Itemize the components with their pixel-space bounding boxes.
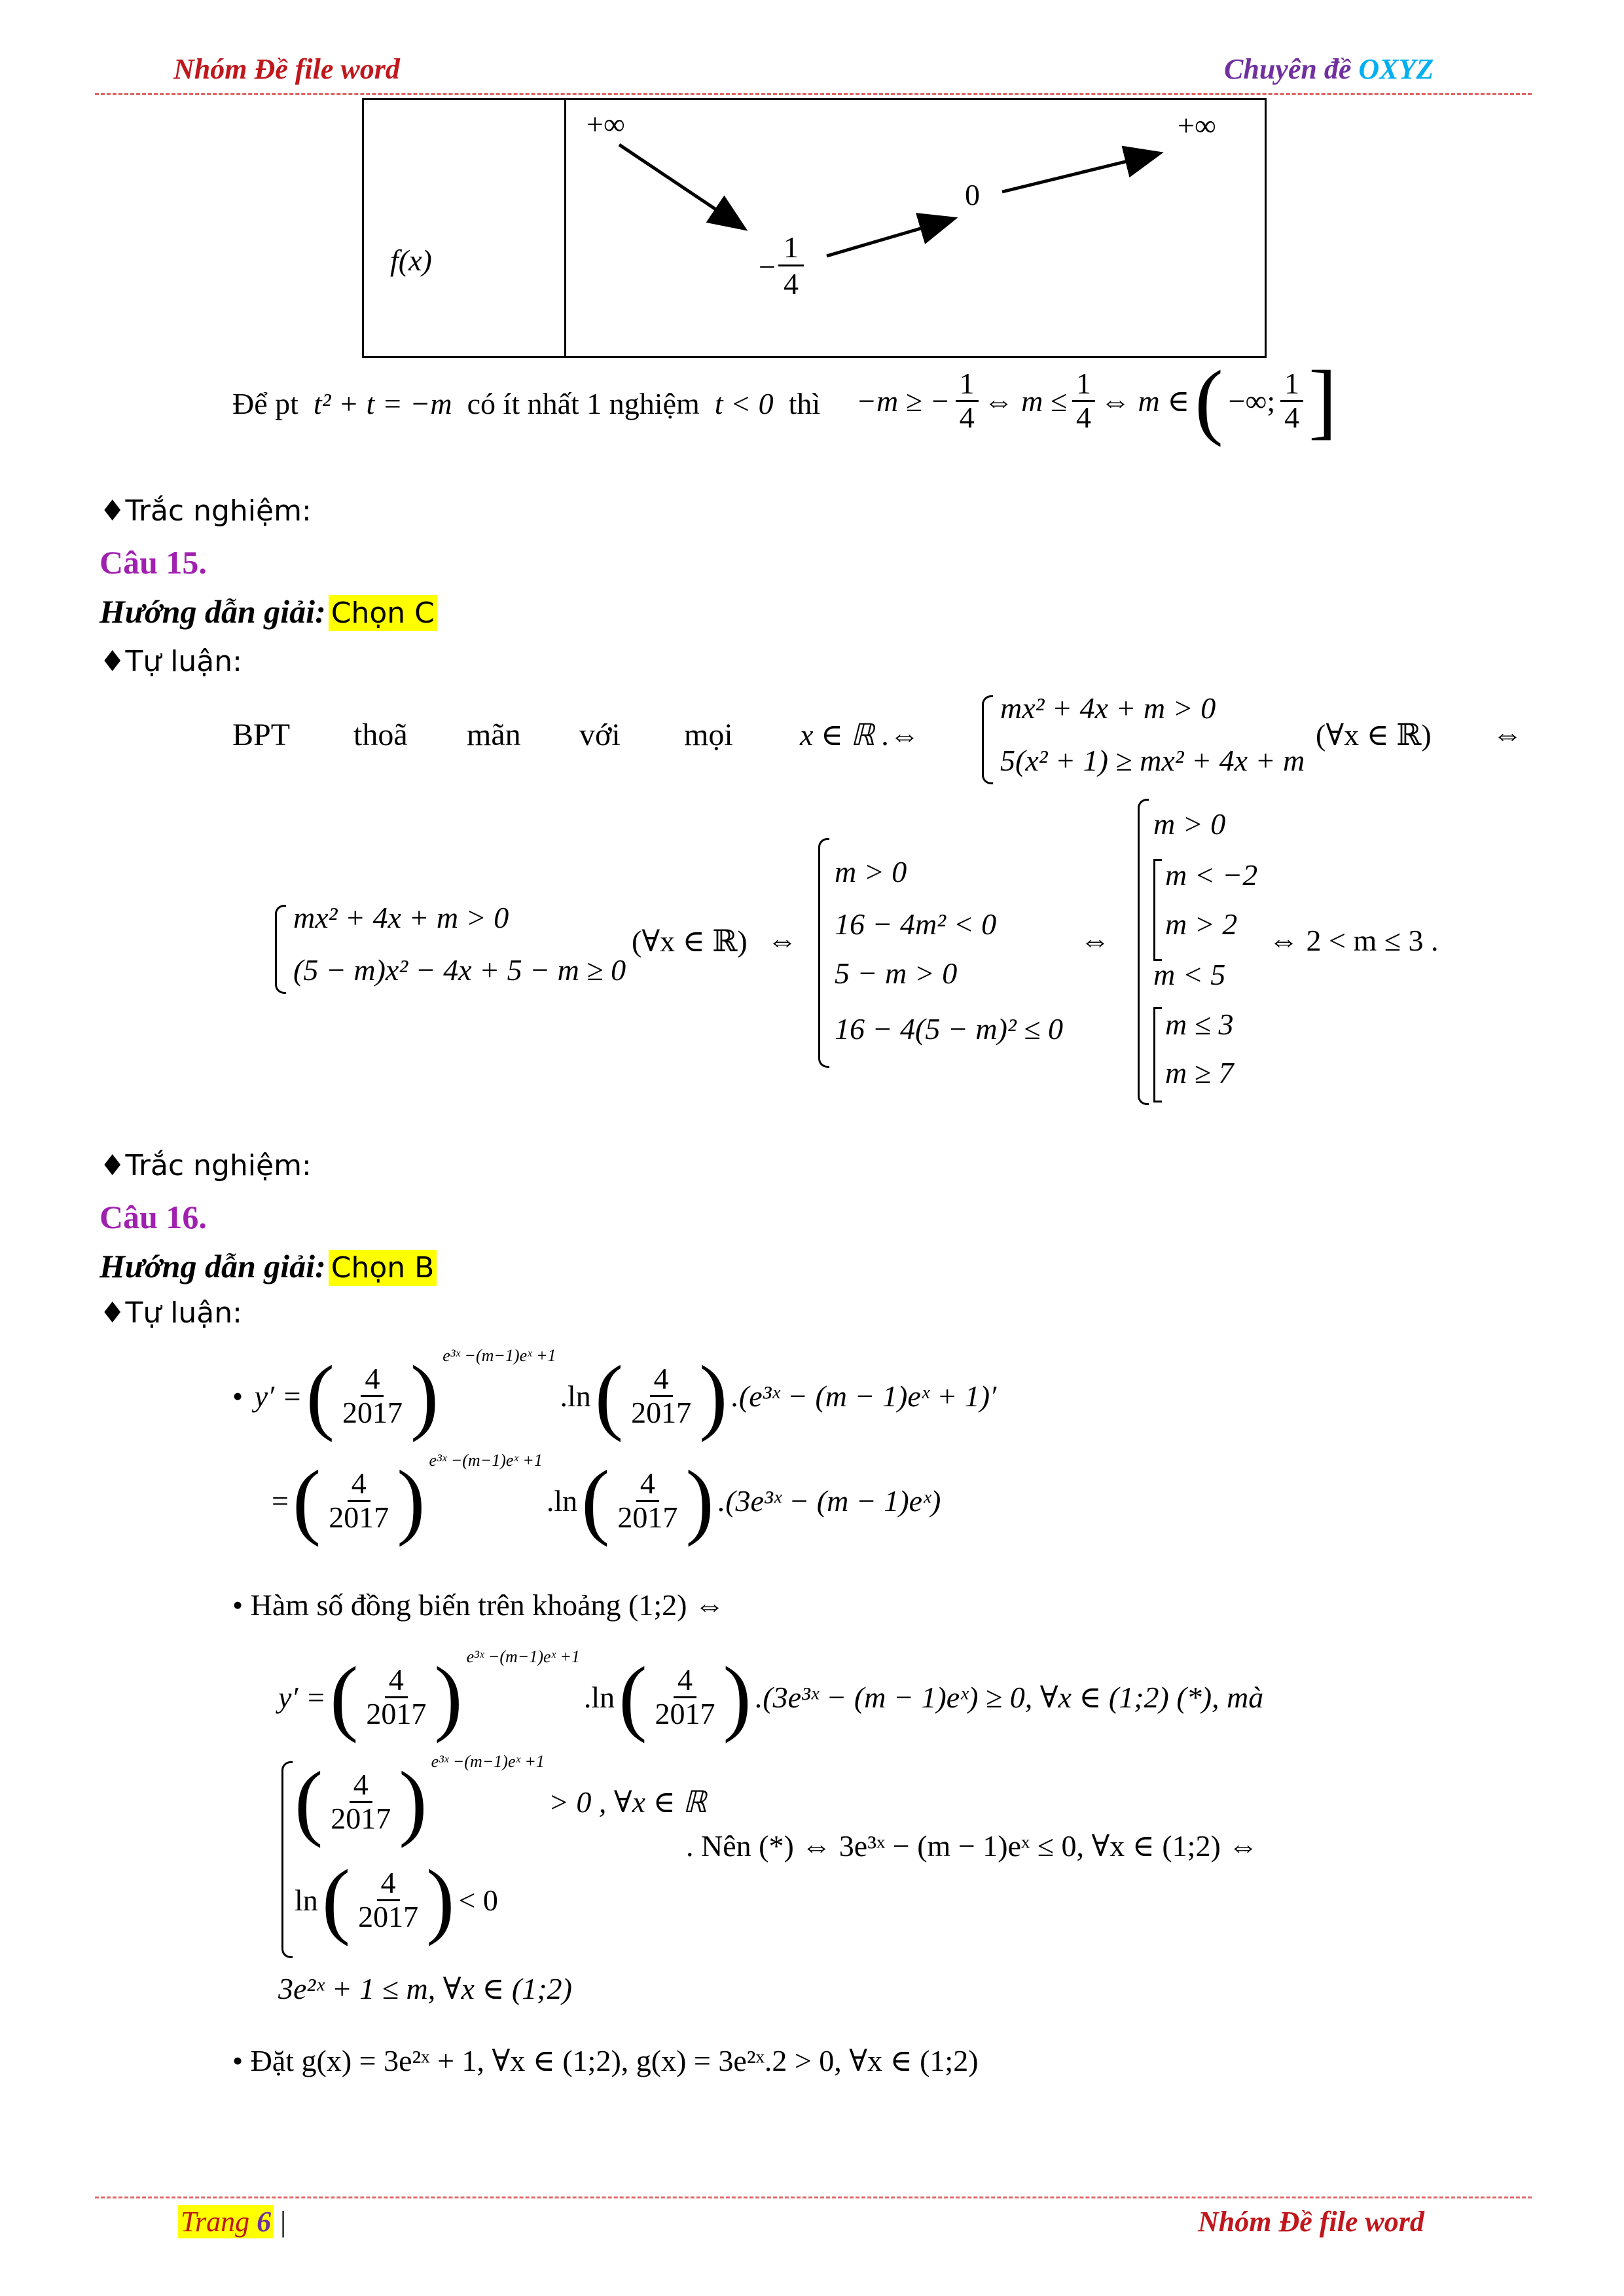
condition-mid: có ít nhất 1 nghiệm <box>467 387 700 420</box>
exponent-2: e³ˣ −(m−1)eˣ +1 <box>429 1451 543 1470</box>
arrow-up-1 <box>827 219 952 256</box>
ineq-line <box>278 1647 1264 1744</box>
yprime-line2 <box>272 1451 941 1548</box>
table-row-label: f(x) <box>390 244 432 277</box>
frac2-den: 2017 <box>631 1395 692 1429</box>
bpt-word-1: BPT <box>232 718 291 752</box>
frac2-num: 4 <box>650 1363 673 1396</box>
sys1-iff: ⇔ <box>1492 718 1523 751</box>
sys1-brace <box>982 695 993 784</box>
ln-3: .ln <box>583 1680 615 1714</box>
frac8-num: 4 <box>377 1867 400 1901</box>
res-frac2-den: 4 <box>1076 400 1092 434</box>
q16-guide <box>99 1247 437 1285</box>
q15-guide-label: Hướng dẫn giải: <box>99 593 326 630</box>
paren-close-1: ) <box>410 1349 439 1443</box>
condition-prefix: Để pt <box>232 387 298 420</box>
paren-open-3: ( <box>292 1453 321 1548</box>
q15-final: ⇔ 2 < m ≤ 3 . <box>1269 924 1439 957</box>
sys2-brace <box>275 905 286 994</box>
frac4-num: 4 <box>636 1468 659 1501</box>
value-plus-inf-left: +∞ <box>586 107 625 141</box>
sys4-or2-bracket <box>1153 1007 1162 1102</box>
paren-close-7: ) <box>399 1755 427 1849</box>
sys2-line2: (5 − m)x² − 4x + 5 − m ≥ 0 <box>293 953 626 987</box>
sys4-or1-a: m < −2 <box>1165 858 1258 892</box>
exponent-4: e³ˣ −(m−1)eˣ +1 <box>431 1752 545 1771</box>
paren-open-7: ( <box>295 1755 323 1849</box>
res-1: −m ≥ − <box>856 384 950 418</box>
bpt-word-4: với <box>579 718 621 752</box>
frac7-den: 2017 <box>331 1801 391 1835</box>
footer-right: Nhóm Đề file word <box>1198 2206 1424 2238</box>
sys1-line2: 5(x² + 1) ≥ mx² + 4x + m <box>1000 744 1305 777</box>
sys5-line1 <box>295 1752 707 1849</box>
q15-title: Câu 15. <box>99 544 207 581</box>
sys3-line1: m > 0 <box>835 855 907 888</box>
value-plus-inf-right: +∞ <box>1178 109 1216 142</box>
sys3-iff: ⇔ <box>1080 924 1110 957</box>
q15-bullet-tuluan: ♦Tự luận: <box>99 645 242 678</box>
footer-page-prefix: Trang <box>181 2206 250 2238</box>
paren-close-4: ) <box>685 1453 714 1548</box>
condition-t: t < 0 <box>714 387 774 420</box>
sys5-pos: > 0 , ∀x ∈ ℝ <box>548 1785 707 1819</box>
bpt-word-2: thoã <box>353 718 408 752</box>
value-zero: 0 <box>965 178 980 211</box>
deriv-2: .(3e³ˣ − (m − 1)eˣ) <box>717 1484 941 1518</box>
frac5-den: 2017 <box>366 1696 427 1730</box>
paren-open-6: ( <box>619 1650 647 1744</box>
quarter-den: 4 <box>784 267 799 301</box>
paren-close-6: ) <box>723 1650 751 1744</box>
paren-close-8: ) <box>426 1853 455 1947</box>
res-frac2-num: 1 <box>1072 368 1095 401</box>
paren-close-3: ) <box>397 1453 425 1548</box>
nen-line: . Nên (*) ⇔ 3e³ˣ − (m − 1)eˣ ≤ 0, ∀x ∈ (1;2) ⇔ <box>686 1829 1259 1863</box>
sys4-or1-bracket <box>1153 859 1162 961</box>
condition-eq: t² + t = −m <box>313 387 452 420</box>
bpt-word-3: mãn <box>467 718 521 752</box>
q16-guide-label: Hướng dẫn giải: <box>99 1248 326 1285</box>
q16-bullet-tuluan: ♦Tự luận: <box>99 1296 242 1330</box>
frac1-den: 2017 <box>342 1395 403 1429</box>
res-bracket: ] <box>1308 354 1337 448</box>
footer-separator: | <box>280 2206 286 2238</box>
quarter-num: 1 <box>778 230 804 266</box>
footer-page-box <box>178 2205 274 2238</box>
frac6-den: 2017 <box>655 1696 715 1730</box>
sys1-line1: mx² + 4x + m > 0 <box>1000 691 1216 725</box>
dongbien-line: • Hàm số đồng biến trên khoảng (1;2) ⇔ <box>232 1588 725 1622</box>
paren-close-5: ) <box>434 1650 463 1744</box>
header-right <box>1224 52 1434 86</box>
footer-page <box>178 2205 286 2238</box>
sys4-or2-b: m ≥ 7 <box>1165 1056 1234 1089</box>
deriv-1: .(e³ˣ − (m − 1)eˣ + 1)′ <box>731 1379 997 1413</box>
q16-title: Câu 16. <box>99 1199 207 1235</box>
frac7-num: 4 <box>350 1769 372 1802</box>
dat-line: • Đặt g(x) = 3e²ˣ + 1, ∀x ∈ (1;2), g(x) = 3e²ˣ.2 > 0, ∀x ∈ (1;2) <box>232 2044 979 2077</box>
ineq-tail: .(3e³ˣ − (m − 1)eˣ) ≥ 0, ∀x ∈ (1;2) (*), mà <box>755 1681 1264 1714</box>
q16-bullet-tracnghiem: ♦Trắc nghiệm: <box>99 1149 312 1182</box>
exponent-1: e³ˣ −(m−1)eˣ +1 <box>442 1346 556 1365</box>
frac3-num: 4 <box>348 1468 370 1501</box>
frac3-den: 2017 <box>329 1500 389 1534</box>
sys2-forall: (∀x ∈ ℝ) <box>632 924 748 958</box>
res-3: ⇔ m ∈ <box>1100 384 1190 418</box>
last-ineq: 3e²ˣ + 1 ≤ m, ∀x ∈ (1;2) <box>278 1972 572 2005</box>
bpt-x: x ∈ ℝ .⇔ <box>800 718 920 752</box>
paren-open-8: ( <box>321 1853 351 1947</box>
sys3-line3: 5 − m > 0 <box>835 957 958 990</box>
arrow-down <box>619 145 742 227</box>
condition-result <box>856 354 1337 448</box>
sys3-line4: 16 − 4(5 − m)² ≤ 0 <box>835 1012 1063 1046</box>
q15-bullet-tracnghiem: ♦Trắc nghiệm: <box>99 494 312 528</box>
variation-arrows <box>364 100 1265 356</box>
bullet-dot-1: • <box>232 1379 251 1413</box>
yprime-label-2: y′ = <box>278 1680 327 1714</box>
paren-close-2: ) <box>699 1349 728 1443</box>
frac8-den: 2017 <box>358 1899 419 1933</box>
res-frac3-num: 1 <box>1280 368 1303 401</box>
q15-guide <box>99 592 437 630</box>
res-frac3-den: 4 <box>1284 400 1300 434</box>
header-right-highlight: OXYZ <box>1358 53 1434 85</box>
arrow-up-2 <box>1002 154 1157 192</box>
sys3-brace <box>818 838 829 1068</box>
sys5-brace <box>281 1761 293 1958</box>
res-frac1-num: 1 <box>956 368 979 401</box>
sys2-line1: mx² + 4x + m > 0 <box>293 901 509 934</box>
res-frac1-den: 4 <box>959 400 975 434</box>
sys2-iff: ⇔ <box>767 924 797 957</box>
header-right-prefix: Chuyên đề <box>1224 53 1359 85</box>
value-minus-sign: − <box>759 250 776 283</box>
res-2: ⇔ m ≤ <box>983 384 1068 418</box>
res-interval: −∞; <box>1228 384 1276 418</box>
sys4-mid: m < 5 <box>1153 958 1226 991</box>
footer-divider <box>95 2196 1532 2198</box>
sys5-line2 <box>295 1853 498 1947</box>
yprime-label: y′ = <box>254 1379 302 1413</box>
condition-line <box>232 386 820 421</box>
yprime-line1 <box>232 1346 997 1443</box>
ln-label: ln <box>295 1883 318 1917</box>
footer-page-num: 6 <box>257 2206 272 2238</box>
header-divider <box>95 93 1532 95</box>
sys4-top: m > 0 <box>1153 807 1226 841</box>
sys4-or1-b: m > 2 <box>1165 907 1238 941</box>
paren-open-2: ( <box>594 1349 624 1443</box>
ln-2: .ln <box>546 1484 578 1518</box>
paren-open-4: ( <box>581 1453 610 1548</box>
paren-open-1: ( <box>306 1349 334 1443</box>
sys4-brace <box>1138 799 1149 1105</box>
frac6-num: 4 <box>674 1664 696 1698</box>
bpt-word-5: mọi <box>684 718 733 752</box>
paren-open-5: ( <box>330 1650 359 1744</box>
variation-table <box>362 98 1267 358</box>
sys3-line2: 16 − 4m² < 0 <box>835 907 997 941</box>
sys1-forall: (∀x ∈ ℝ) <box>1316 718 1432 752</box>
exponent-3: e³ˣ −(m−1)eˣ +1 <box>466 1647 580 1666</box>
frac4-den: 2017 <box>617 1500 678 1534</box>
sys5-neg: < 0 <box>458 1883 498 1917</box>
res-paren: ( <box>1195 354 1223 448</box>
frac1-num: 4 <box>361 1363 384 1396</box>
ln-1: .ln <box>560 1379 591 1413</box>
header-left: Nhóm Đề file word <box>173 53 400 85</box>
q16-answer: Chọn B <box>329 1250 437 1286</box>
q15-answer: Chọn C <box>329 595 437 631</box>
eq-sign: = <box>272 1484 289 1518</box>
condition-then: thì <box>788 387 821 420</box>
sys4-or2-a: m ≤ 3 <box>1165 1008 1234 1041</box>
frac5-num: 4 <box>385 1664 408 1698</box>
